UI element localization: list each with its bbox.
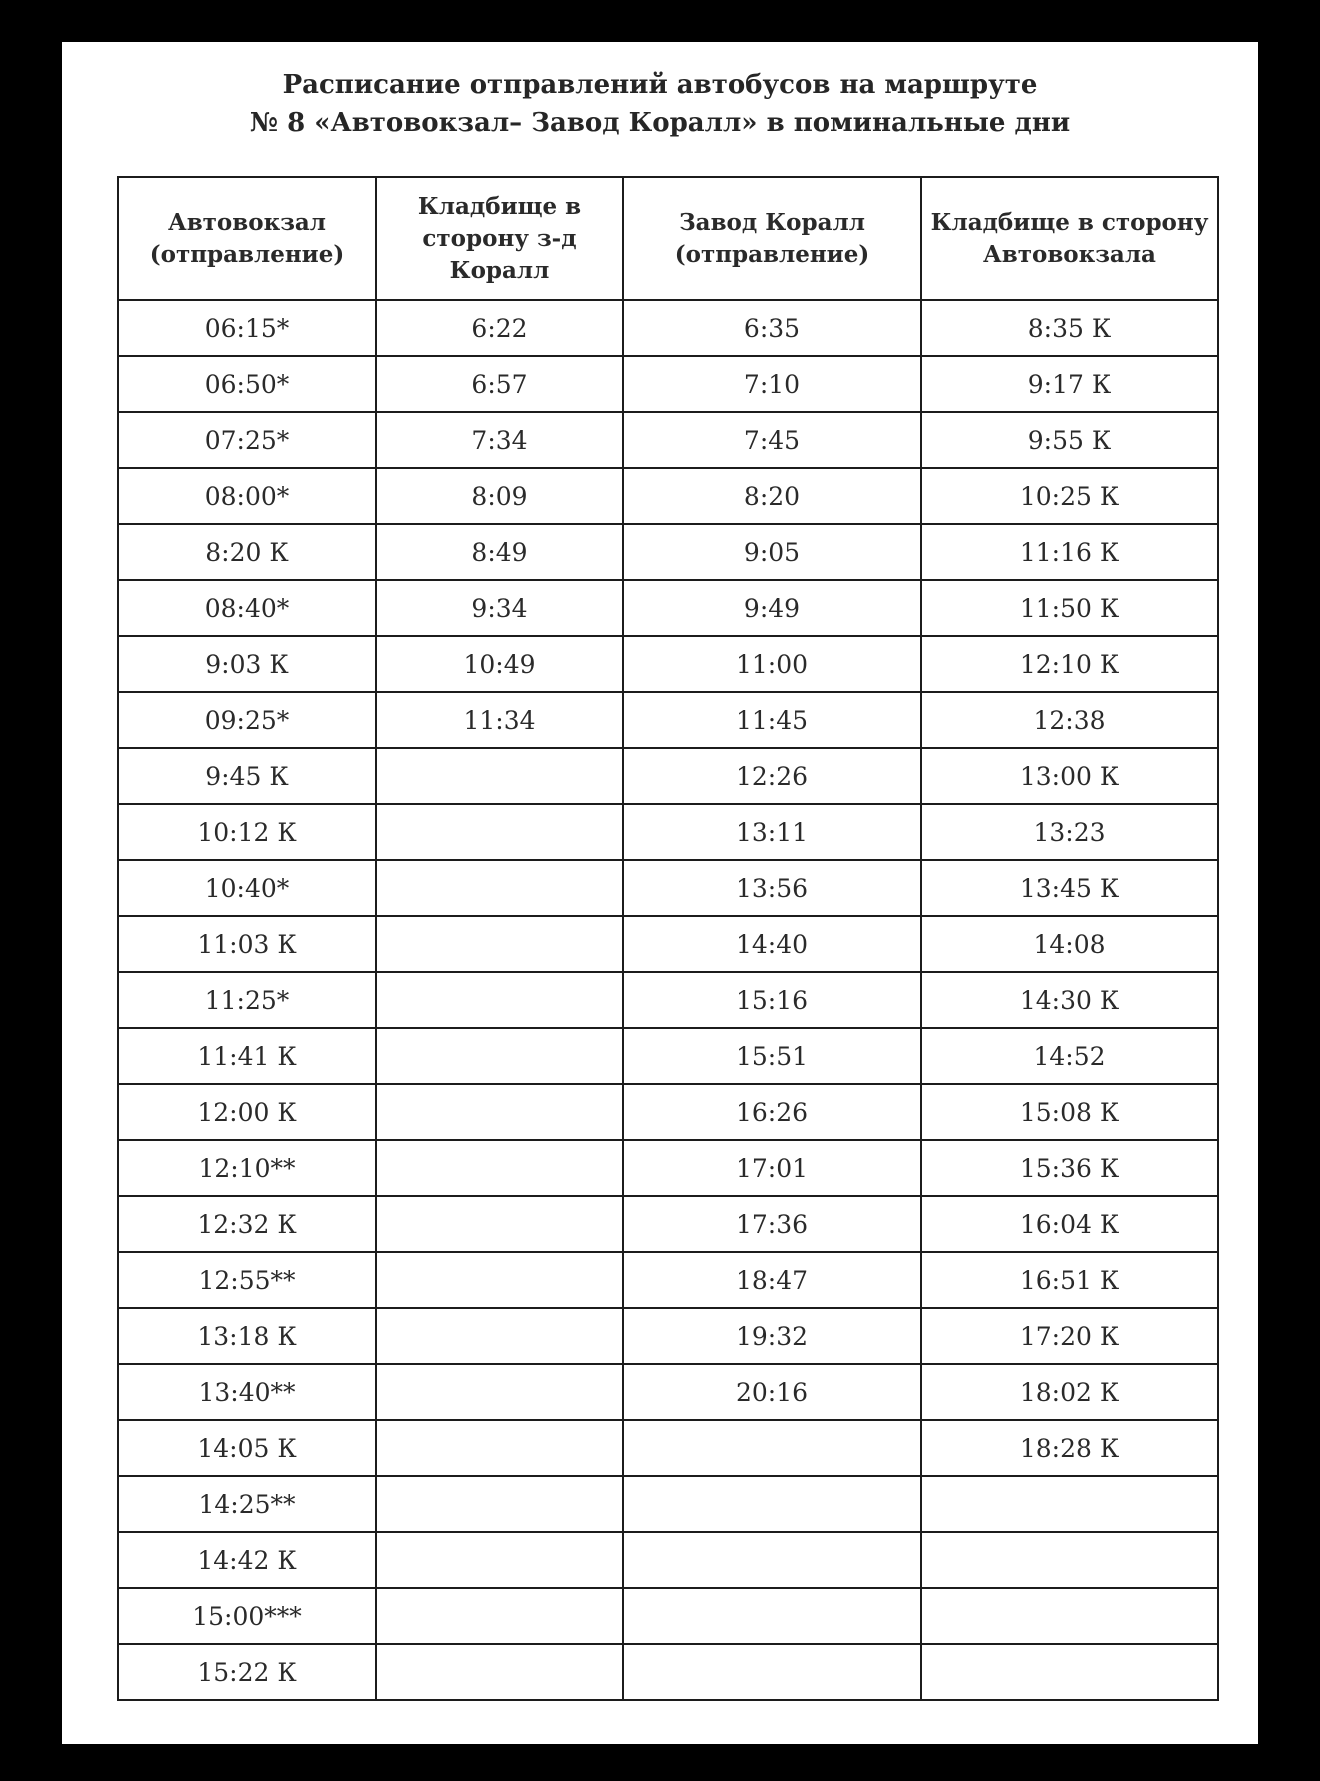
cell-bus-station-departure: 08:40* xyxy=(118,580,376,636)
cell-bus-station-departure: 11:25* xyxy=(118,972,376,1028)
cell-bus-station-departure: 08:00* xyxy=(118,468,376,524)
cell-plant-departure: 11:45 xyxy=(623,692,921,748)
table-row xyxy=(118,300,1218,356)
title-line-1: Расписание отправлений автобусов на маршруте xyxy=(282,70,1038,100)
table-row xyxy=(118,412,1218,468)
table-row xyxy=(118,1644,1218,1700)
cell-bus-station-departure: 13:18 К xyxy=(118,1308,376,1364)
cell-plant-departure xyxy=(623,1420,921,1476)
table-header-row xyxy=(118,177,1218,300)
header-line: (отправление) xyxy=(674,240,870,268)
cell-plant-departure xyxy=(623,1588,921,1644)
table-row xyxy=(118,972,1218,1028)
cell-cemetery-to-plant xyxy=(376,1196,623,1252)
cell-plant-departure: 18:47 xyxy=(623,1252,921,1308)
table-row xyxy=(118,1196,1218,1252)
document-page xyxy=(62,42,1258,1744)
cell-cemetery-to-station: 16:04 К xyxy=(921,1196,1218,1252)
cell-plant-departure: 7:45 xyxy=(623,412,921,468)
cell-bus-station-departure: 13:40** xyxy=(118,1364,376,1420)
cell-bus-station-departure: 07:25* xyxy=(118,412,376,468)
cell-cemetery-to-plant xyxy=(376,1028,623,1084)
table-row xyxy=(118,580,1218,636)
header-line: Завод Коралл xyxy=(679,208,865,236)
cell-plant-departure: 11:00 xyxy=(623,636,921,692)
table-row xyxy=(118,1476,1218,1532)
cell-cemetery-to-station: 18:02 К xyxy=(921,1364,1218,1420)
table-row xyxy=(118,1420,1218,1476)
cell-plant-departure: 7:10 xyxy=(623,356,921,412)
cell-plant-departure: 15:51 xyxy=(623,1028,921,1084)
cell-plant-departure xyxy=(623,1644,921,1700)
header-line: Кладбище в xyxy=(417,192,582,220)
header-cemetery-to-plant xyxy=(376,177,623,300)
table-row xyxy=(118,1084,1218,1140)
cell-plant-departure: 13:56 xyxy=(623,860,921,916)
cell-cemetery-to-station: 13:23 xyxy=(921,804,1218,860)
cell-plant-departure: 9:49 xyxy=(623,580,921,636)
cell-cemetery-to-station: 10:25 К xyxy=(921,468,1218,524)
cell-cemetery-to-station: 13:00 К xyxy=(921,748,1218,804)
cell-plant-departure: 8:20 xyxy=(623,468,921,524)
cell-bus-station-departure: 8:20 К xyxy=(118,524,376,580)
table-body xyxy=(118,300,1218,1700)
cell-bus-station-departure: 06:50* xyxy=(118,356,376,412)
cell-bus-station-departure: 12:55** xyxy=(118,1252,376,1308)
table-row xyxy=(118,748,1218,804)
cell-cemetery-to-plant xyxy=(376,1420,623,1476)
cell-cemetery-to-station: 15:08 К xyxy=(921,1084,1218,1140)
cell-plant-departure: 13:11 xyxy=(623,804,921,860)
title-line-2: № 8 «Автовокзал– Завод Коралл» в поминальные дни xyxy=(249,108,1071,138)
header-line: Коралл xyxy=(449,256,550,284)
cell-cemetery-to-plant xyxy=(376,748,623,804)
cell-plant-departure: 20:16 xyxy=(623,1364,921,1420)
cell-cemetery-to-plant xyxy=(376,1476,623,1532)
cell-cemetery-to-station: 11:50 К xyxy=(921,580,1218,636)
cell-cemetery-to-plant xyxy=(376,1252,623,1308)
cell-plant-departure: 16:26 xyxy=(623,1084,921,1140)
table-row xyxy=(118,1308,1218,1364)
cell-cemetery-to-plant xyxy=(376,972,623,1028)
table-row xyxy=(118,1532,1218,1588)
cell-cemetery-to-station: 9:55 К xyxy=(921,412,1218,468)
cell-cemetery-to-plant: 9:34 xyxy=(376,580,623,636)
cell-cemetery-to-plant xyxy=(376,1588,623,1644)
header-line: (отправление) xyxy=(149,240,345,268)
cell-bus-station-departure: 15:22 К xyxy=(118,1644,376,1700)
schedule-table xyxy=(117,176,1219,1701)
header-cemetery-to-station xyxy=(921,177,1218,300)
header-line: Автовокзала xyxy=(983,240,1156,268)
table-row xyxy=(118,860,1218,916)
cell-plant-departure: 17:01 xyxy=(623,1140,921,1196)
table-row xyxy=(118,356,1218,412)
cell-bus-station-departure: 10:40* xyxy=(118,860,376,916)
cell-bus-station-departure: 11:41 К xyxy=(118,1028,376,1084)
cell-bus-station-departure: 14:42 К xyxy=(118,1532,376,1588)
header-line: Автовокзал xyxy=(167,208,327,236)
table-row xyxy=(118,804,1218,860)
cell-cemetery-to-station: 13:45 К xyxy=(921,860,1218,916)
cell-cemetery-to-station: 12:38 xyxy=(921,692,1218,748)
table-row xyxy=(118,1028,1218,1084)
header-bus-station xyxy=(118,177,376,300)
table-row xyxy=(118,636,1218,692)
cell-plant-departure: 19:32 xyxy=(623,1308,921,1364)
cell-cemetery-to-station xyxy=(921,1588,1218,1644)
cell-bus-station-departure: 9:03 К xyxy=(118,636,376,692)
cell-cemetery-to-plant xyxy=(376,1084,623,1140)
cell-cemetery-to-station: 17:20 К xyxy=(921,1308,1218,1364)
cell-bus-station-departure: 9:45 К xyxy=(118,748,376,804)
cell-plant-departure: 9:05 xyxy=(623,524,921,580)
cell-bus-station-departure: 15:00*** xyxy=(118,1588,376,1644)
table-row xyxy=(118,692,1218,748)
cell-cemetery-to-plant xyxy=(376,1364,623,1420)
header-line: Кладбище в сторону xyxy=(930,208,1209,236)
cell-plant-departure xyxy=(623,1532,921,1588)
cell-plant-departure: 6:35 xyxy=(623,300,921,356)
table-row xyxy=(118,916,1218,972)
cell-plant-departure xyxy=(623,1476,921,1532)
cell-cemetery-to-plant: 8:09 xyxy=(376,468,623,524)
cell-plant-departure: 14:40 xyxy=(623,916,921,972)
cell-bus-station-departure: 12:10** xyxy=(118,1140,376,1196)
cell-cemetery-to-plant: 10:49 xyxy=(376,636,623,692)
cell-plant-departure: 17:36 xyxy=(623,1196,921,1252)
cell-plant-departure: 15:16 xyxy=(623,972,921,1028)
cell-bus-station-departure: 12:00 К xyxy=(118,1084,376,1140)
cell-bus-station-departure: 11:03 К xyxy=(118,916,376,972)
cell-cemetery-to-station: 14:52 xyxy=(921,1028,1218,1084)
cell-cemetery-to-station xyxy=(921,1476,1218,1532)
table-row xyxy=(118,1364,1218,1420)
cell-cemetery-to-station xyxy=(921,1644,1218,1700)
cell-cemetery-to-plant xyxy=(376,860,623,916)
table-row xyxy=(118,1252,1218,1308)
cell-cemetery-to-station: 12:10 К xyxy=(921,636,1218,692)
cell-bus-station-departure: 10:12 К xyxy=(118,804,376,860)
cell-cemetery-to-station: 16:51 К xyxy=(921,1252,1218,1308)
cell-cemetery-to-plant: 11:34 xyxy=(376,692,623,748)
cell-bus-station-departure: 12:32 К xyxy=(118,1196,376,1252)
cell-plant-departure: 12:26 xyxy=(623,748,921,804)
table-row xyxy=(118,468,1218,524)
document-title xyxy=(62,66,1258,142)
cell-cemetery-to-plant xyxy=(376,916,623,972)
cell-cemetery-to-station: 14:08 xyxy=(921,916,1218,972)
cell-cemetery-to-station: 18:28 К xyxy=(921,1420,1218,1476)
header-line: сторону з-д xyxy=(422,224,577,252)
cell-bus-station-departure: 14:05 К xyxy=(118,1420,376,1476)
cell-cemetery-to-station: 11:16 К xyxy=(921,524,1218,580)
table-row xyxy=(118,1140,1218,1196)
cell-cemetery-to-station: 15:36 К xyxy=(921,1140,1218,1196)
cell-cemetery-to-plant: 7:34 xyxy=(376,412,623,468)
cell-cemetery-to-plant: 8:49 xyxy=(376,524,623,580)
cell-cemetery-to-plant: 6:57 xyxy=(376,356,623,412)
cell-bus-station-departure: 06:15* xyxy=(118,300,376,356)
table-row xyxy=(118,1588,1218,1644)
cell-cemetery-to-plant: 6:22 xyxy=(376,300,623,356)
cell-bus-station-departure: 09:25* xyxy=(118,692,376,748)
cell-cemetery-to-plant xyxy=(376,1644,623,1700)
cell-cemetery-to-plant xyxy=(376,1308,623,1364)
table-row xyxy=(118,524,1218,580)
cell-cemetery-to-station: 9:17 К xyxy=(921,356,1218,412)
header-plant-koral xyxy=(623,177,921,300)
cell-cemetery-to-plant xyxy=(376,1140,623,1196)
cell-bus-station-departure: 14:25** xyxy=(118,1476,376,1532)
cell-cemetery-to-station: 8:35 К xyxy=(921,300,1218,356)
cell-cemetery-to-plant xyxy=(376,1532,623,1588)
cell-cemetery-to-station: 14:30 К xyxy=(921,972,1218,1028)
cell-cemetery-to-plant xyxy=(376,804,623,860)
cell-cemetery-to-station xyxy=(921,1532,1218,1588)
